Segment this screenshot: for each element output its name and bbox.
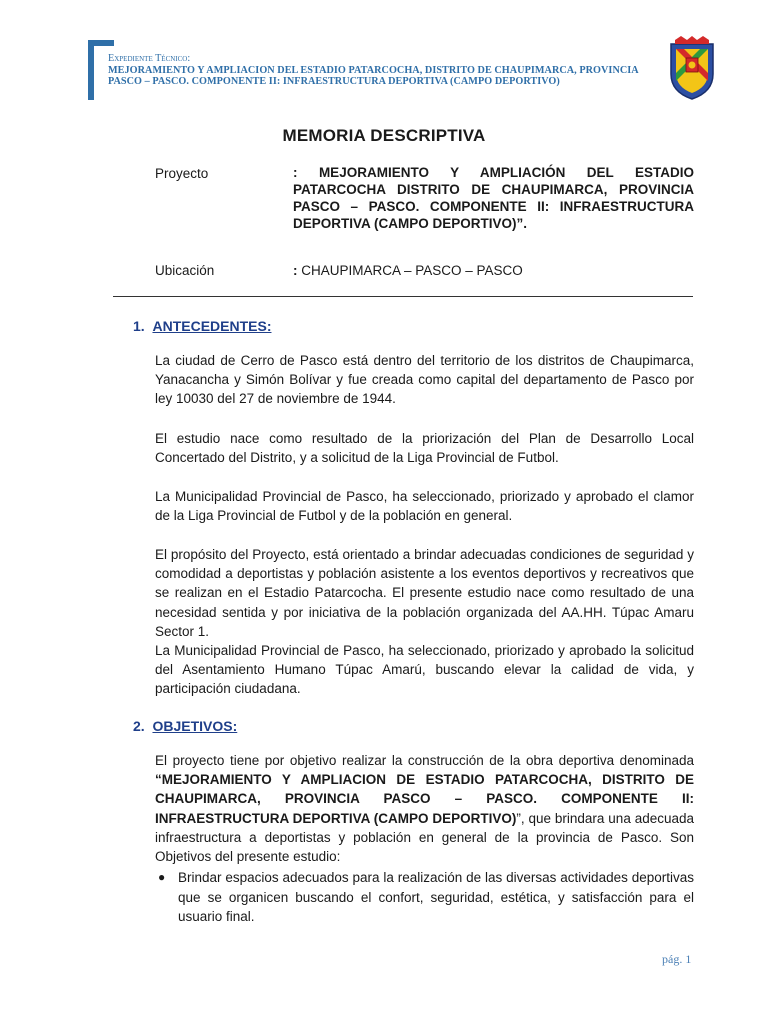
page-title: MEMORIA DESCRIPTIVA <box>282 126 486 145</box>
paragraph: La ciudad de Cerro de Pasco está dentro del territorio de los distritos de Chaupimarca, Yanacancha y Simón Bolívar y fue creada como capital del departamento de Pasco por ley 10030 del 27 de noviembre de 1944. <box>155 353 694 407</box>
project-name-emphasis: “MEJORAMIENTO Y AMPLIACION DE ESTADIO PATARCOCHA, DISTRITO DE CHAUPIMARCA, PROVINCIA PASCO – PASCO. COMPONENTE II: INFRAESTRUCTURA DEPORTIVA (CAMPO DEPORTIVO) <box>155 772 694 826</box>
location-text: CHAUPIMARCA – PASCO – PASCO <box>297 263 523 278</box>
section-heading-objetivos <box>133 718 237 734</box>
location-colon: : <box>293 263 298 278</box>
municipal-crest-logo <box>667 36 717 100</box>
section-number: 2. <box>133 718 145 734</box>
section-title: ANTECEDENTES: <box>152 318 272 334</box>
paragraph: La Municipalidad Provincial de Pasco, ha seleccionado, priorizado y aprobado el clamor de la Liga Provincial de Futbol y de la población en general. <box>155 489 694 524</box>
intro-text: El proyecto tiene por objetivo realizar la construcción de la obra deportiva denominada <box>155 753 694 768</box>
intro-text-end: ”, que brindara una adecuada infraestructura a deportistas y población en general de la provincia de Pasco. Son Objetivos del presente estudio: <box>155 810 695 865</box>
header-line-2: PASCO – PASCO. COMPONENTE II: INFRAESTRUCTURA DEPORTIVA (CAMPO DEPORTIVO) <box>108 76 560 87</box>
header-label: Expediente Técnico: <box>108 53 191 64</box>
paragraph: El propósito del Proyecto, está orientado a brindar adecuadas condiciones de seguridad y comodidad a deportistas y población asistente a los eventos deportivos y recreativos que se realizan en el Estadio Patarcocha. El presente estudio nace como resultado de una necesidad sentida y por iniciativa de la población organizada del AA.HH. Túpac Amaru Sector 1. <box>155 547 694 639</box>
page-number: pág. 1 <box>662 952 692 966</box>
project-value: : MEJORAMIENTO Y AMPLIACIÓN DEL ESTADIO PATARCOCHA DISTRITO DE CHAUPIMARCA, PROVINCIA PASCO – PASCO. COMPONENTE II: INFRAESTRUCTURA DEPORTIVA (CAMPO DEPORTIVO)”. <box>293 165 694 231</box>
section-number: 1. <box>133 318 145 334</box>
document-header <box>108 53 673 88</box>
location-value <box>293 262 694 279</box>
section-title: OBJETIVOS: <box>152 718 238 734</box>
list-item: Brindar espacios adecuados para la realización de las diversas actividades deportivas que se organicen buscando el confort, seguridad, estética, y satisfacción para el usuario final. <box>178 870 694 924</box>
bullet-icon: ● <box>158 870 166 884</box>
objectives-intro <box>155 751 694 866</box>
paragraph: La Municipalidad Provincial de Pasco, ha seleccionado, priorizado y aprobado la solicitud del Asentamiento Humano Túpac Amarú, buscando elevar la calidad de vida, y participación ciudadana. <box>155 643 694 697</box>
section-heading-antecedentes <box>133 318 271 334</box>
header-line-1: MEJORAMIENTO Y AMPLIACION DEL ESTADIO PATARCOCHA, DISTRITO DE CHAUPIMARCA, PROVINCIA <box>108 64 639 76</box>
paragraph: El estudio nace como resultado de la priorización del Plan de Desarrollo Local Concertado del Distrito, y a solicitud de la Liga Provincial de Futbol. <box>155 431 694 466</box>
location-label: Ubicación <box>155 263 215 278</box>
project-label: Proyecto <box>155 166 209 181</box>
section-divider <box>113 296 693 297</box>
